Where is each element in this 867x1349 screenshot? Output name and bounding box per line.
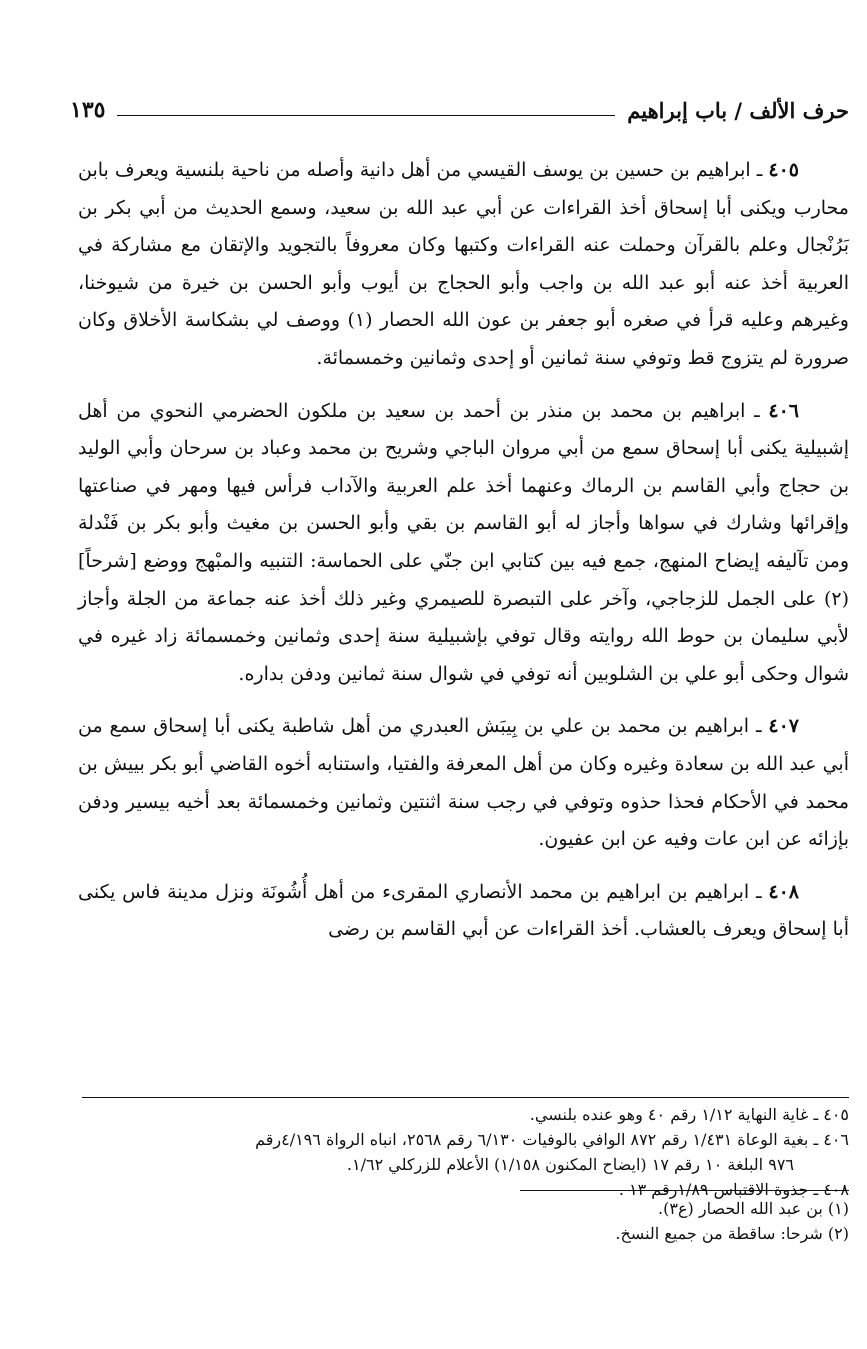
source-text: ٤٠٨ ـ جذوة الاقتباس ١/٨٩رقم ١٣ . [618,1180,849,1199]
entry-406 [78,393,849,694]
entry-407 [78,708,849,858]
header-rule [117,115,615,116]
entry-text: ـ ابراهيم بن محمد بن منذر بن أحمد بن سعيد بن ملكون الحضرمي النحوي من أهل إشبيلية يكنى أبا إسحاق سمع من أبي مروان الباجي وشريح بن محمد وعباد بن سرحان وأبي الوليد بن حجاج وأبي القاسم بن الرماك وعنهما أخذ علم العربية والآداب فرأس فيها ومهر في صناعتها وإقرائها وشارك في سواها وأجاز له أبو القاسم بن بقي وأبو الحسن بن مغيث وأبو بكر بن فَنْدلة ومن تآليفه إيضاح المنهج، جمع فيه بين كتابي ابن جنّي على الحماسة: التنبيه والمبْهج ووضع [شرحاً](٢) على الجمل للزجاجي، وآخر على التبصرة للصيمري وغير ذلك أخذ عنه جماعة من الجلة وأجاز لأبي سليمان بن حوط الله روايته وقال توفي بإشبيلية سنة إحدى وثمانين وخمسمائة زاد غيره في شوال وحكى أبو علي بن الشلوبين أنه توفي في شوال سنة ثمانين ودفن بداره. [78,399,849,685]
source-text-continued: ٩٧٦ البلغة ١٠ رقم ١٧ (ايضاح المكنون ١/١٥٨) الأعلام للزركلي ١/٦٢. [346,1155,794,1174]
entry-number: ٤٠٦ [768,399,799,422]
entry-408 [78,874,849,949]
source-line [82,1127,849,1177]
note-2: (٢) شرحا: ساقطة من جميع النسخ. [615,1224,849,1243]
entry-text: ـ ابراهيم بن حسين بن يوسف القيسي من أهل دانية وأصله من ناحية بلنسية ويعرف بابن محارب ويكنى أبا إسحاق أخذ القراءات عن أبي عبد الله بن سعيد، وسمع الحديث من أبي بكر بن بَرُنْجال وعلم بالقرآن وحملت عنه القراءات وكتبها وكان معروفاً بالتجويد والإتقان مع مشاركة في العربية أخذ عنه أبو عبد الله بن واجب وأبو الحجاج بن أيوب وأبو الحسن بن خيرة من شيوخنا، وغيرهم وعليه قرأ في صغره أبو جعفر بن عون الله الحصار (١) ووصف لي بشكاسة الأخلاق وكان صرورة لم يتزوج قط وتوفي سنة ثمانين أو إحدى وثمانين وخمسمائة. [78,159,849,369]
page-number: ١٣٥ [70,97,106,123]
source-text: ٤٠٦ ـ بغية الوعاة ١/٤٣١ رقم ٨٧٢ الوافي بالوفيات ٦/١٣٠ رقم ٢٥٦٨، انباه الرواة ٤/١٩٦رقم [255,1130,849,1149]
page-header [70,88,849,132]
source-text: ٤٠٥ ـ غاية النهاية ١/١٢ رقم ٤٠ وهو عنده بلنسي. [529,1105,849,1124]
note-1: (١) بن عبد الله الحصار (ع٣). [658,1199,849,1218]
entry-number: ٤٠٨ [768,880,799,903]
source-line [82,1102,849,1127]
entry-number: ٤٠٥ [768,159,799,181]
main-text [78,152,849,949]
footnote-rule [82,1097,849,1098]
notes-rule [520,1190,849,1191]
entry-number: ٤٠٧ [768,715,799,738]
editor-notes [82,1196,849,1246]
entry-405 [78,152,849,378]
entry-text: ـ ابراهيم بن ابراهيم بن محمد الأنصاري المقرىء من أهل أُشُونَة ونزل مدينة فاس يكنى أبا إسحاق ويعرف بالعشاب. أخذ القراءات عن أبي القاسم بن رضى [78,880,849,941]
source-references [82,1102,849,1202]
entry-text: ـ ابراهيم بن محمد بن علي بن بِيبَش العبدري من أهل شاطبة يكنى أبا إسحاق سمع من أبي عبد الله بن سعادة وغيره وكان من أهل المعرفة والفتيا، واستنابه أخوه القاضي أبو بكر بييش بن محمد في الأحكام فحذا حذوه وتوفي في رجب سنة اثنتين وثمانين وخمسمائة بعد أخيه بيسير ودفن بإزائه عن ابن عات وفيه عن ابن عفيون. [78,715,849,851]
running-title: حرف الألف / باب إبراهيم [627,97,849,123]
